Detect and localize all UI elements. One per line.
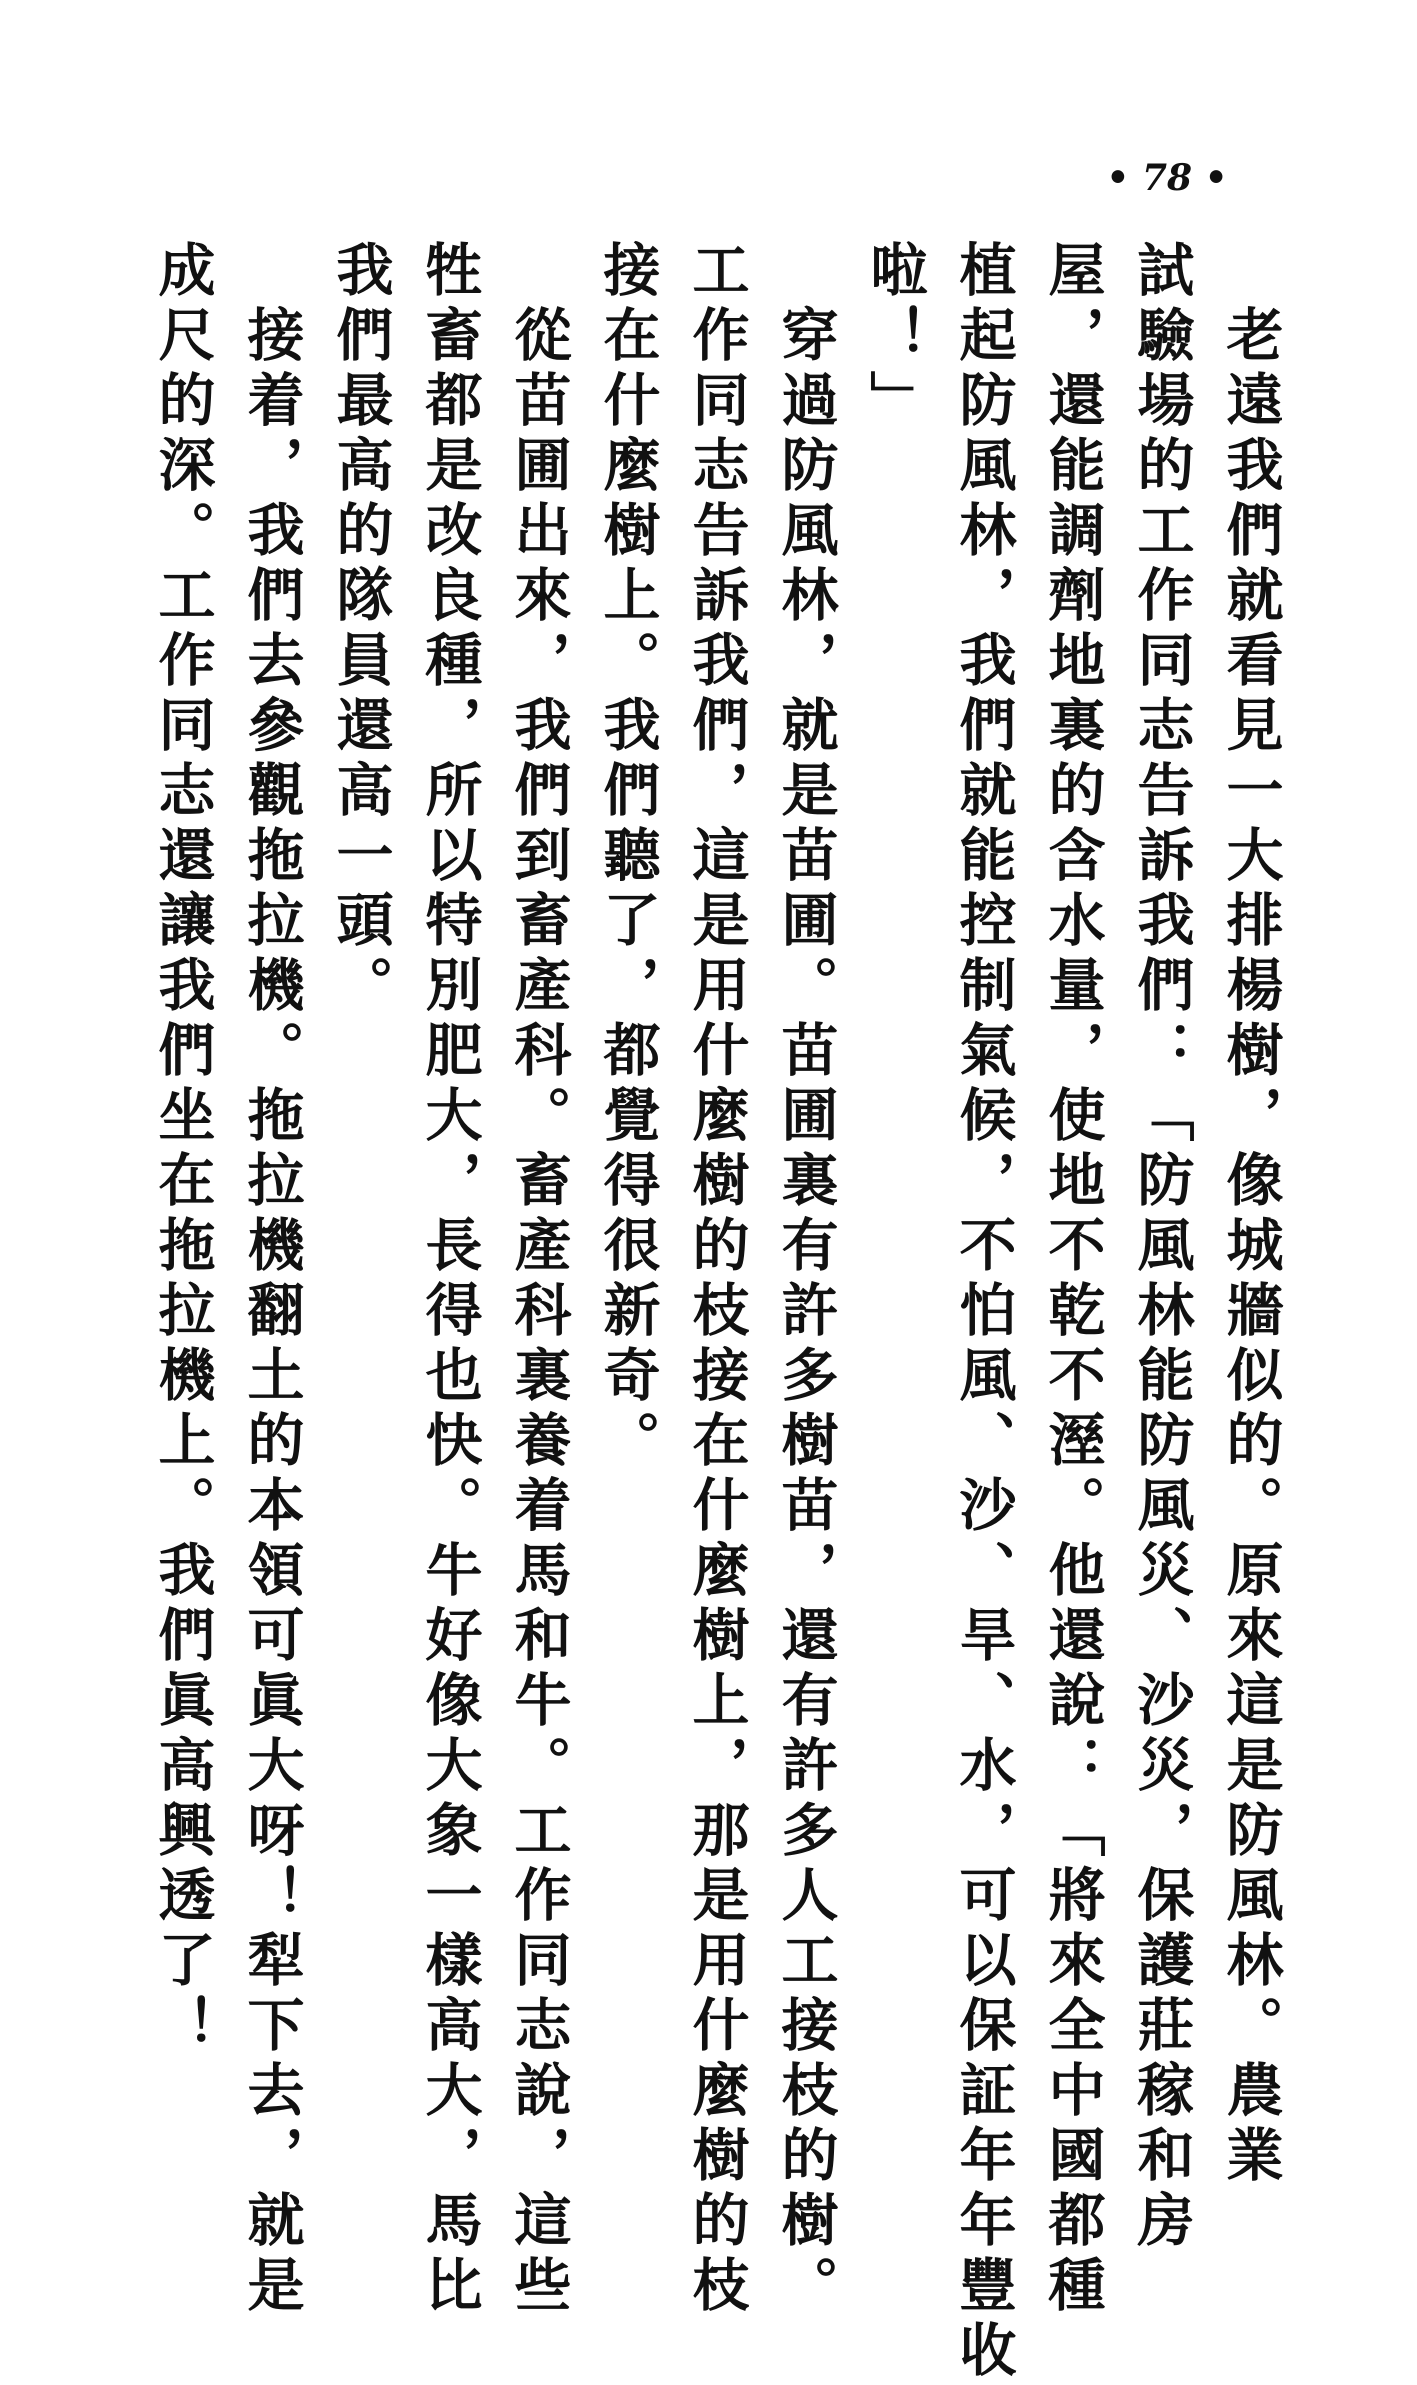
text-column: 工作同志告訴我們，這是用什麼樹的枝接在什麼樹上，那是用什麼樹的枝 bbox=[683, 240, 750, 2320]
text-column: 屋，還能調劑地裏的含水量，使地不乾不溼。他還說：「將來全中國都種 bbox=[1039, 240, 1106, 2320]
text-column: 穿過防風林，就是苗圃。苗圃裏有許多樹苗，還有許多人工接枝的樹。 bbox=[772, 240, 839, 2320]
text-column: 啦！」 bbox=[861, 240, 928, 435]
text-column: 我們最高的隊員還高一頭。 bbox=[327, 240, 394, 1020]
text-column: 接在什麼樹上。我們聽了，都覺得很新奇。 bbox=[594, 240, 661, 1475]
text-column: 試驗場的工作同志告訴我們：「防風林能防風災、沙災，保護莊稼和房 bbox=[1128, 240, 1195, 2255]
text-column: 從苗圃出來，我們到畜產科。畜產科裏養着馬和牛。工作同志說，這些 bbox=[505, 240, 572, 2320]
text-column: 老遠我們就看見一大排楊樹，像城牆似的。原來這是防風林。農業 bbox=[1217, 240, 1284, 2190]
text-column: 牲畜都是改良種，所以特別肥大，長得也快。牛好像大象一樣高大，馬比 bbox=[416, 240, 483, 2320]
vertical-text-body bbox=[140, 240, 1290, 2385]
page-number: • 78 • bbox=[1106, 157, 1228, 199]
text-column: 接着，我們去參觀拖拉機。拖拉機翻土的本領可眞大呀！犁下去，就是 bbox=[238, 240, 305, 2320]
text-column: 成尺的深。工作同志還讓我們坐在拖拉機上。我們眞高興透了！ bbox=[149, 240, 216, 2060]
text-column: 植起防風林，我們就能控制氣候，不怕風、沙、旱、水，可以保証年年豐收 bbox=[950, 240, 1017, 2385]
